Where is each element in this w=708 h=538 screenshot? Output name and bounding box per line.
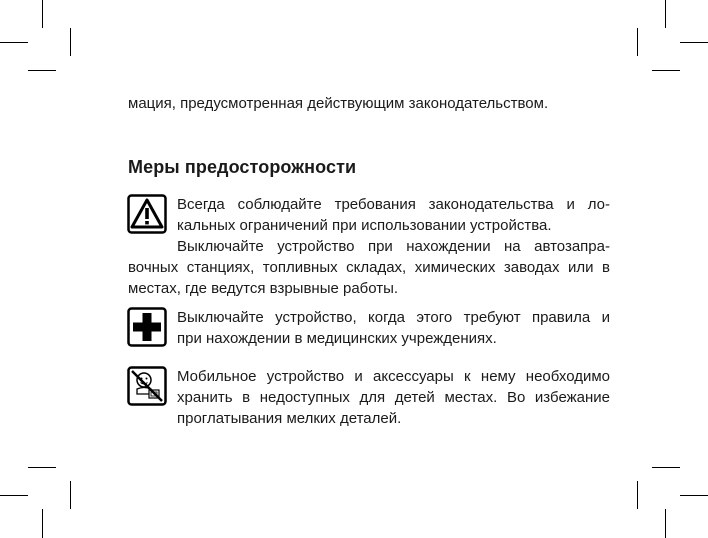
text-line: кальных ограничений при использовании устройства. bbox=[177, 217, 552, 234]
intro-text: мация, предусмотренная действующим законодательством. bbox=[128, 95, 549, 112]
medical-cross-icon bbox=[127, 307, 167, 347]
text-line bbox=[128, 236, 610, 257]
crop-mark bbox=[652, 70, 680, 71]
section-heading: Меры предосторожности bbox=[128, 157, 357, 177]
text-line: хранить в недоступных для детей местах. Во избежание bbox=[177, 389, 610, 406]
item-warning-text bbox=[177, 194, 610, 236]
crop-mark bbox=[70, 28, 71, 56]
crop-mark bbox=[637, 28, 638, 56]
text-line: Всегда соблюдайте требования законодательства и ло- bbox=[177, 196, 610, 213]
crop-mark bbox=[0, 42, 28, 43]
crop-mark bbox=[28, 70, 56, 71]
crop-mark bbox=[680, 495, 708, 496]
crop-mark bbox=[652, 467, 680, 468]
item-children-text bbox=[177, 366, 610, 429]
crop-mark bbox=[42, 0, 43, 28]
text-line-content: Выключайте устройство при нахождении на автозапра- bbox=[177, 238, 610, 255]
keep-away-from-children-icon bbox=[127, 366, 167, 406]
crop-mark bbox=[637, 481, 638, 509]
crop-mark bbox=[665, 0, 666, 28]
crop-mark bbox=[665, 509, 666, 538]
text-line: проглатывания мелких деталей. bbox=[177, 410, 402, 427]
text-line: Мобильное устройство и аксессуары к нему необходимо bbox=[177, 368, 610, 385]
crop-mark bbox=[28, 467, 56, 468]
text-line: при нахождении в медицинских учреждениях. bbox=[177, 330, 497, 347]
crop-mark bbox=[42, 509, 43, 538]
text-line: вочных станциях, топливных складах, химических заводах или в bbox=[128, 259, 610, 276]
warning-triangle-icon bbox=[127, 194, 167, 234]
crop-mark bbox=[70, 481, 71, 509]
crop-mark bbox=[0, 495, 28, 496]
text-line: Выключайте устройство, когда этого требуют правила и bbox=[177, 309, 610, 326]
item-fuel-text bbox=[128, 236, 610, 299]
text-line: местах, где ведутся взрывные работы. bbox=[128, 280, 399, 297]
item-medical-text bbox=[177, 307, 610, 349]
crop-mark bbox=[680, 42, 708, 43]
